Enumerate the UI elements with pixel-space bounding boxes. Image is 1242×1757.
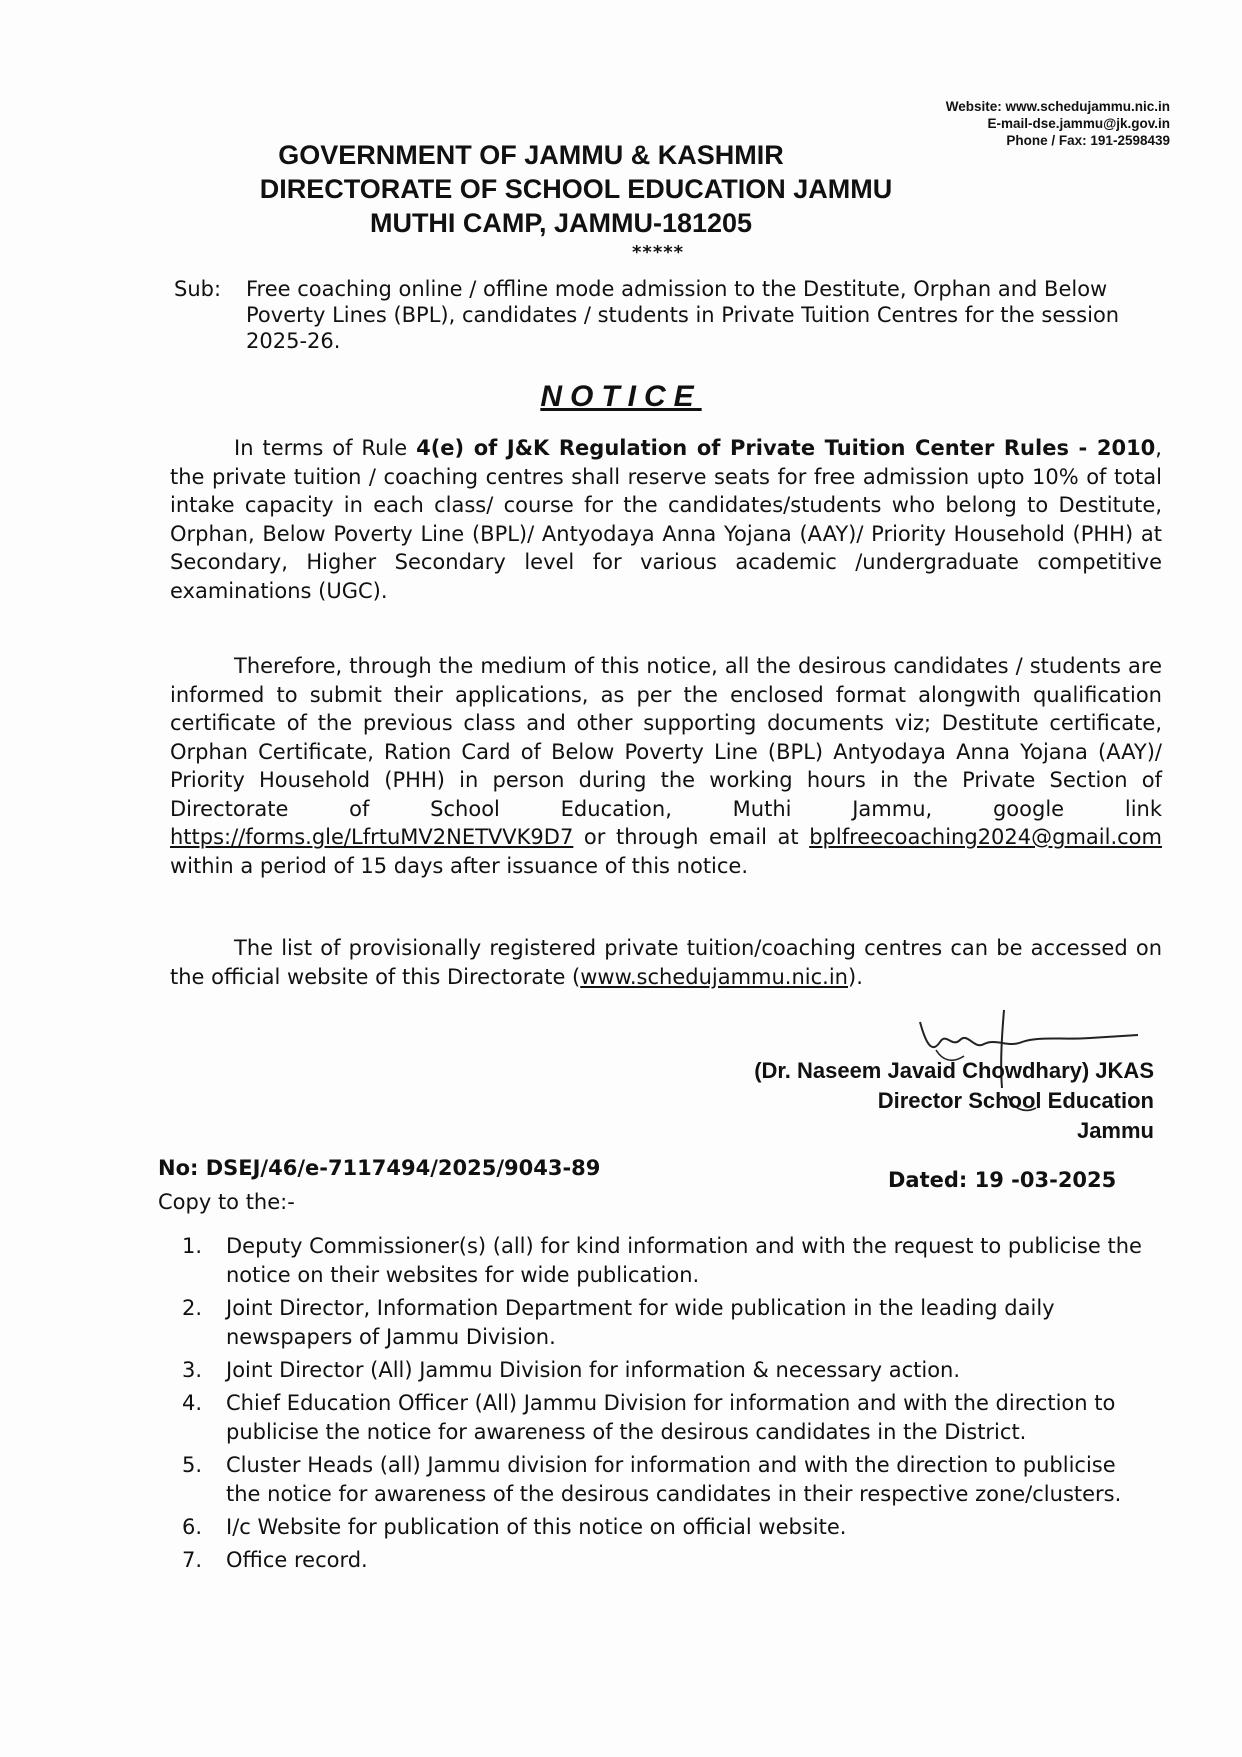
signatory-location: Jammu bbox=[1076, 1118, 1154, 1143]
list-item-number: 2. bbox=[182, 1296, 203, 1320]
list-item bbox=[182, 1389, 1150, 1447]
paragraph-application-pre: Therefore, through the medium of this notice, all the desirous candidates / students are informed to submit their applications, as per the enclosed format alongwith qualification certificate of the previous class and other supporting documents viz; Destitute certificate, Orphan Certificate, Ration Card of Below Poverty Line (BPL) Antyodaya Anna Yojana (AAY)/ Priority Household (PHH) in person during the working hours in the Private Section of Directorate of School Education, Muthi Jammu, google link bbox=[170, 654, 1162, 821]
subject-text: Free coaching online / offline mode admission to the Destitute, Orphan and Below Poverty Lines (BPL), candidates / students in Private Tuition Centres for the session 2025-26. bbox=[246, 277, 1120, 353]
list-item bbox=[182, 1513, 1150, 1542]
copy-list bbox=[182, 1232, 1150, 1579]
list-item-number: 4. bbox=[182, 1391, 203, 1415]
header-stars: ***** bbox=[632, 242, 685, 263]
list-item-text: I/c Website for publication of this notice on official website. bbox=[226, 1515, 847, 1539]
signature-block bbox=[754, 1056, 1154, 1146]
header-address: MUTHI CAMP, JAMMU-181205 bbox=[369, 208, 753, 238]
rule-reference: 4(e) of J&K Regulation of Private Tuition Center Rules - 2010 bbox=[416, 436, 1156, 460]
list-item-text: Deputy Commissioner(s) (all) for kind information and with the request to publicise the notice on their websites for wide publication. bbox=[226, 1234, 1142, 1287]
list-item-number: 6. bbox=[182, 1515, 203, 1539]
letterhead bbox=[0, 138, 1242, 240]
phone-text: Phone / Fax: 191-2598439 bbox=[1006, 133, 1170, 148]
notice-title: NOTICE bbox=[540, 380, 702, 413]
website-text: Website: www.schedujammu.nic.in bbox=[945, 99, 1170, 114]
list-item bbox=[182, 1356, 1150, 1385]
paragraph-application-post: within a period of 15 days after issuance of this notice. bbox=[170, 853, 749, 878]
list-item-text: Joint Director (All) Jammu Division for information & necessary action. bbox=[226, 1358, 961, 1382]
list-item bbox=[182, 1232, 1150, 1290]
list-item-text: Cluster Heads (all) Jammu division for information and with the direction to publicise the notice for awareness of the desirous candidates in their respective zone/clusters. bbox=[226, 1453, 1122, 1506]
list-item-number: 3. bbox=[182, 1358, 203, 1382]
paragraph-application bbox=[170, 652, 1162, 880]
paragraph-application-mid: or through email at bbox=[573, 825, 810, 849]
website-link[interactable]: www.schedujammu.nic.in bbox=[580, 964, 848, 989]
copy-to-label: Copy to the:- bbox=[158, 1190, 295, 1214]
list-item-text: Chief Education Officer (All) Jammu Division for information and with the direction to publicise the notice for awareness of the desirous candidates in the District. bbox=[226, 1391, 1116, 1444]
paragraph-rule-post: , the private tuition / coaching centres shall reserve seats for free admission upto 10% of total intake capacity in each class/ course for the candidates/students who belong to Destitute, Orphan, Below Poverty Line (BPL)/ Antyodaya Anna Yojana (AAY)/ Priority Household (PHH) at Secondary, Higher Secondary level for various academic /undergraduate competitive examinations (UGC). bbox=[170, 436, 1162, 603]
header-directorate: DIRECTORATE OF SCHOOL EDUCATION JAMMU bbox=[259, 174, 893, 204]
signatory-name: (Dr. Naseem Javaid Chowdhary) JKAS bbox=[754, 1058, 1154, 1083]
list-item-text: Office record. bbox=[226, 1548, 368, 1572]
list-item-text: Joint Director, Information Department for wide publication in the leading daily newspapers of Jammu Division. bbox=[226, 1296, 1055, 1349]
email-link[interactable]: bplfreecoaching2024@gmail.com bbox=[809, 825, 1162, 849]
email-text: E-mail-dse.jammu@jk.gov.in bbox=[987, 116, 1170, 131]
list-item bbox=[182, 1294, 1150, 1352]
paragraph-rule bbox=[170, 434, 1162, 605]
reference-number: No: DSEJ/46/e-7117494/2025/9043-89 bbox=[158, 1156, 601, 1180]
subject-block bbox=[174, 276, 1164, 354]
list-item bbox=[182, 1546, 1150, 1575]
list-item bbox=[182, 1451, 1150, 1509]
paragraph-website bbox=[170, 934, 1162, 991]
header-government: GOVERNMENT OF JAMMU & KASHMIR bbox=[278, 140, 784, 170]
list-item-number: 5. bbox=[182, 1453, 203, 1477]
list-item-number: 1. bbox=[182, 1234, 203, 1258]
signatory-designation: Director School Education bbox=[877, 1088, 1154, 1113]
paragraph-website-post: ). bbox=[848, 964, 863, 989]
paragraph-rule-pre: In terms of Rule bbox=[234, 436, 417, 460]
google-form-link[interactable]: https://forms.gle/LfrtuMV2NETVVK9D7 bbox=[170, 825, 574, 849]
paragraph-website-pre: The list of provisionally registered private tuition/coaching centres can be accessed on the official website of this Directorate ( bbox=[170, 936, 1162, 989]
subject-label: Sub: bbox=[174, 277, 222, 301]
date-text: Dated: 19 -03-2025 bbox=[888, 1168, 1117, 1192]
list-item-number: 7. bbox=[182, 1548, 203, 1572]
